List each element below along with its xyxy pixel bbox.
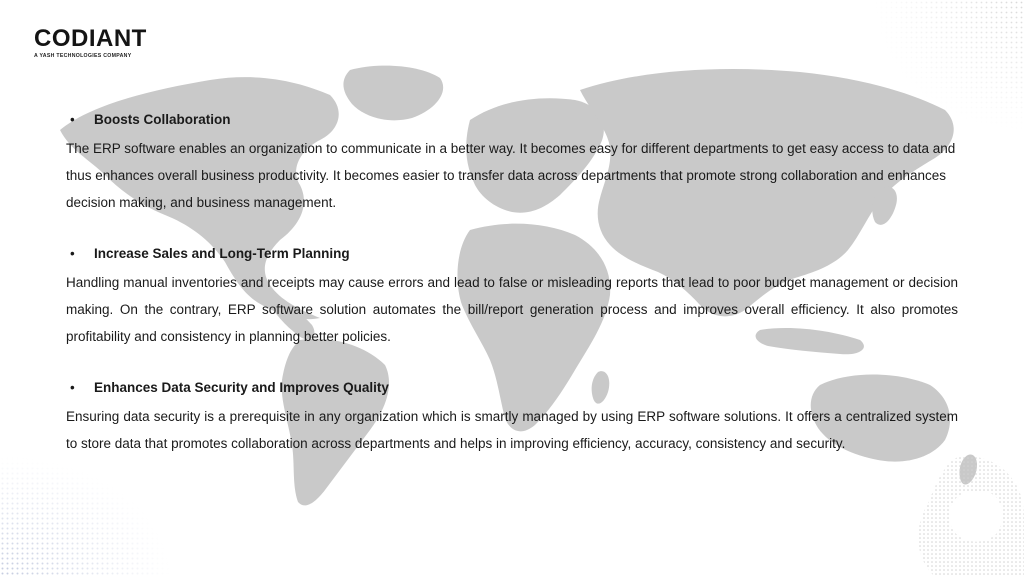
section-body: Handling manual inventories and receipts may cause errors and lead to false or misleading reports that lead to poor budget management or decision making. On the contrary, ERP software solution automates the bill/report generation process and improves overall efficiency. It also promotes profitability and consistency in planning better policies. [66,275,958,344]
section-body: The ERP software enables an organization to communicate in a better way. It becomes easy for different departments to get easy access to data and thus enhances overall business productivity. It becomes easier to transfer data across departments that promote strong collaboration and enhances decision making, and business management. [66,141,956,210]
bullet-marker: • [70,246,75,261]
section-increase-sales [66,240,958,350]
slide-content [66,106,958,457]
curved-ring-decoration [918,456,1024,576]
heading-text: Boosts Collaboration [94,112,231,127]
logo-tagline: A YASH TECHNOLOGIES COMPANY [34,53,132,59]
company-logo [34,26,147,59]
section-body: Ensuring data security is a prerequisite in any organization which is smartly managed by using ERP software solutions. It offers a centralized system to store data that promotes collaboration across departments and helps in improving efficiency, accuracy, consistency and security. [66,409,958,451]
heading-text: Increase Sales and Long-Term Planning [94,246,350,261]
section-heading [66,240,958,267]
bullet-marker: • [70,112,75,127]
heading-text: Enhances Data Security and Improves Quality [94,380,389,395]
section-heading [66,374,958,401]
dot-pattern-bottom-left [0,456,170,576]
logo-wordmark: CODIANT [34,25,147,52]
section-boosts-collaboration [66,106,958,216]
bullet-marker: • [70,380,75,395]
section-heading [66,106,958,133]
section-data-security [66,374,958,457]
